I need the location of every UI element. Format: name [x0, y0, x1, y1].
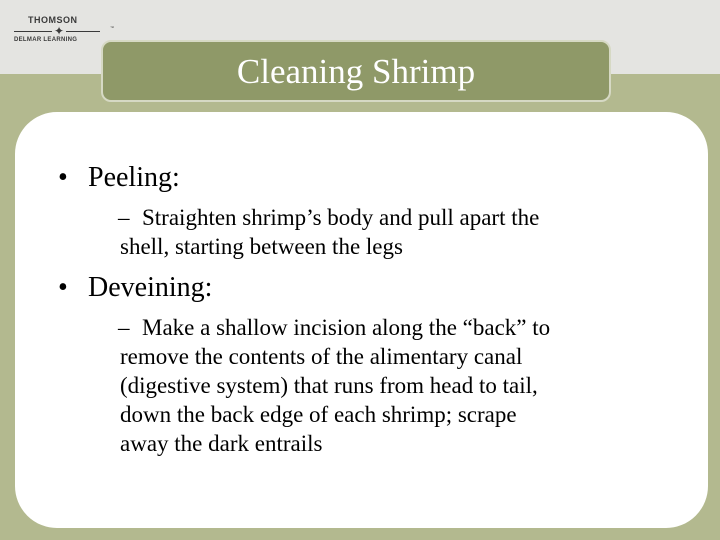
sub-bullet-dash: – [118, 315, 130, 340]
thomson-delmar-logo [14, 13, 114, 47]
logo-trademark: ™ [110, 25, 114, 30]
logo-line1: THOMSON [28, 15, 78, 25]
sub-bullet-dash: – [118, 205, 130, 230]
bullet-dot: • [58, 162, 68, 193]
sub-bullet-line: Make a shallow incision along the “back” to [142, 315, 551, 340]
slide-title: Cleaning Shrimp [236, 51, 476, 91]
slide-title-bar [101, 40, 611, 102]
sub-bullet-line: remove the contents of the alimentary canal [120, 344, 523, 369]
logo-star-icon: ✦ [54, 24, 65, 38]
sub-bullet-line: away the dark entrails [120, 431, 323, 456]
bullet-label: Deveining: [88, 272, 213, 303]
sub-bullet-line: down the back edge of each shrimp; scrape [120, 402, 517, 427]
sub-bullet-line: Straighten shrimp’s body and pull apart the [142, 205, 540, 230]
sub-bullet-line: (digestive system) that runs from head to tail, [120, 373, 538, 398]
bullet-label: Peeling: [88, 162, 180, 193]
sub-bullet-line: shell, starting between the legs [120, 234, 403, 259]
bullet-dot: • [58, 272, 68, 303]
logo-line2: DELMAR LEARNING [14, 37, 78, 43]
